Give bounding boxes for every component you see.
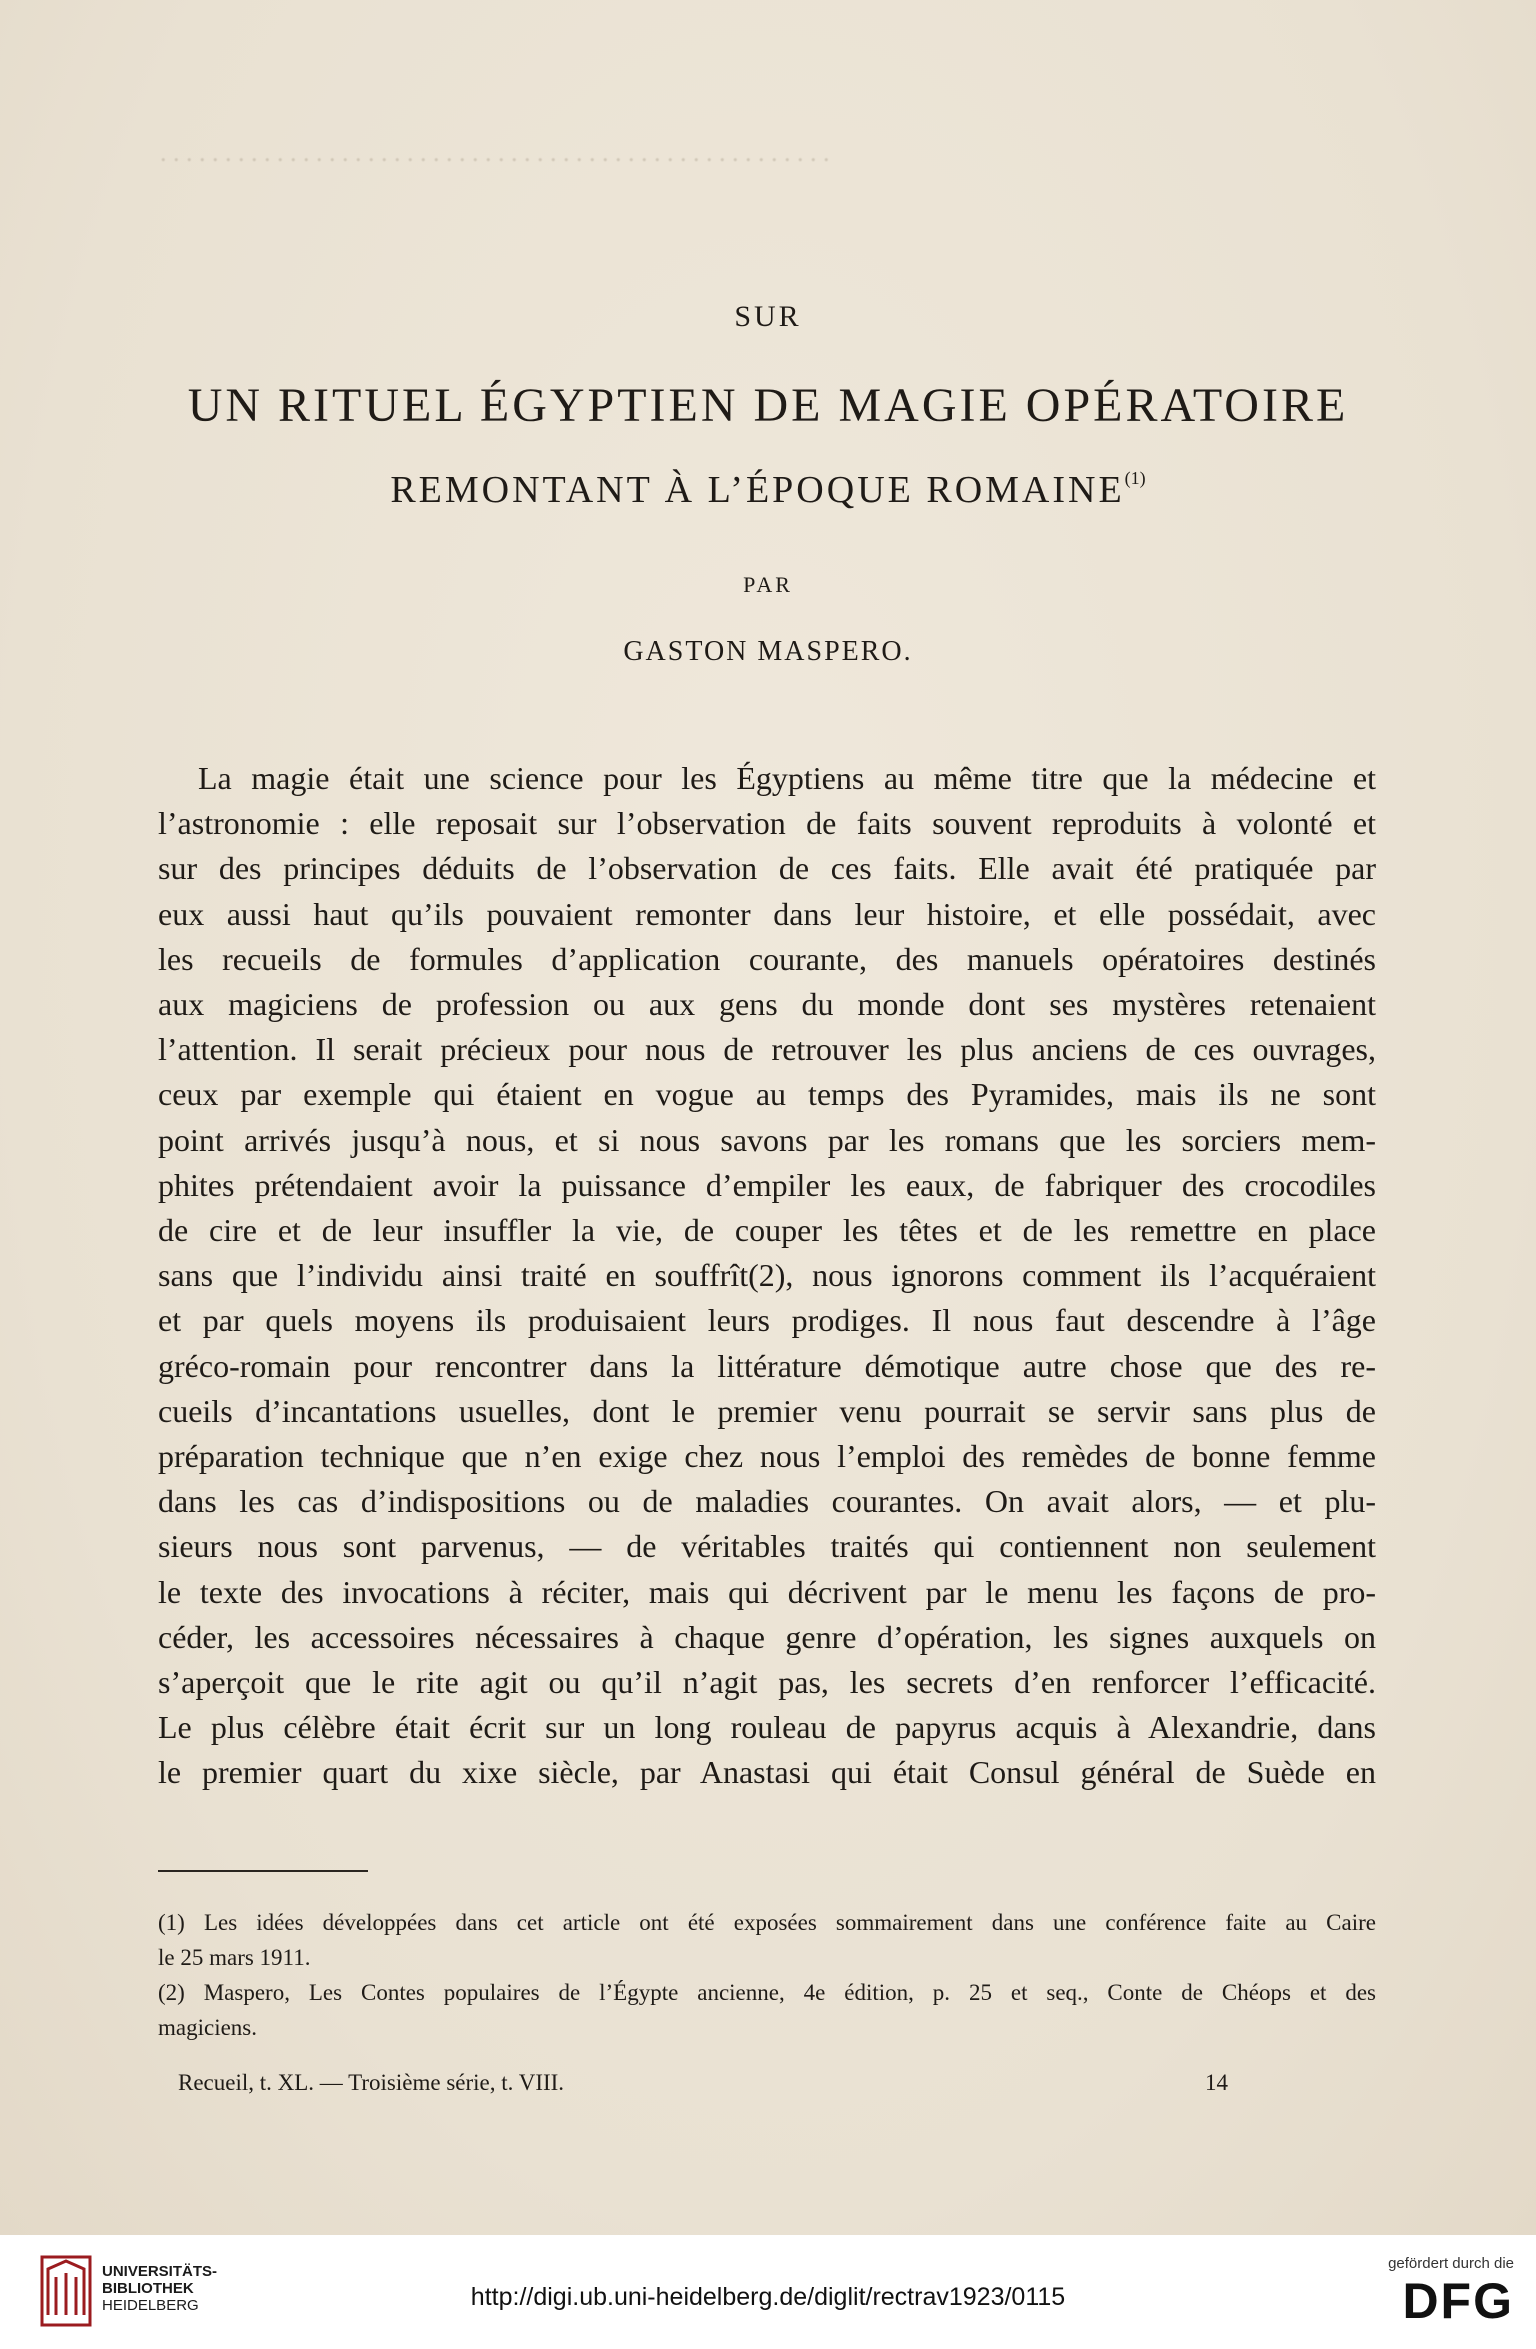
body-line: sur des principes déduits de l’observation de ces faits. Elle avait été pratiquée par <box>158 850 1376 887</box>
footnote-line: (2) Maspero, Les Contes populaires de l’Égypte ancienne, 4e édition, p. 25 et seq., Conte de Chéops et des <box>158 1980 1376 2005</box>
body-line: le texte des invocations à réciter, mais qui décrivent par le menu les façons de pro- <box>158 1573 1376 1610</box>
body-line: eux aussi haut qu’ils pouvaient remonter dans leur histoire, et elle possédait, avec <box>158 895 1376 932</box>
footnote-separator <box>158 1870 368 1872</box>
body-line: gréco-romain pour rencontrer dans la littérature démotique autre chose que des re- <box>158 1347 1376 1384</box>
body-line: point arrivés jusqu’à nous, et si nous savons par les romans que les sorciers mem- <box>158 1121 1376 1158</box>
library-name-line: HEIDELBERG <box>102 2297 199 2314</box>
article-body <box>158 756 1376 1796</box>
body-line: phites prétendaient avoir la puissance d’empiler les eaux, de fabriquer des crocodiles <box>158 1166 1376 1203</box>
body-line: de cire et de leur insuffler la vie, de couper les têtes et de les remettre en place <box>158 1212 1376 1249</box>
body-line: sans que l’individu ainsi traité en souffrît(2), nous ignorons comment ils l’acquéraient <box>158 1257 1376 1294</box>
body-line: s’aperçoit que le rite agit ou qu’il n’agit pas, les secrets d’en renforcer l’efficacité. <box>158 1664 1376 1701</box>
footnote-line: magiciens. <box>158 2015 257 2040</box>
library-name-line: BIBLIOTHEK <box>102 2280 194 2297</box>
body-line: préparation technique que n’en exige chez nous l’emploi des remèdes de bonne femme <box>158 1438 1376 1475</box>
body-line: Le plus célèbre était écrit sur un long rouleau de papyrus acquis à Alexandrie, dans <box>158 1709 1376 1746</box>
show-through-text: . . . . . . . . . . . . . . . . . . . . . . . . . . . . . . . . . . . . . . . . . . . . . . . . . . . . <box>160 138 830 167</box>
body-line: l’attention. Il serait précieux pour nous de retrouver les plus anciens de ces ouvrages, <box>158 1031 1376 1068</box>
body-line: dans les cas d’indispositions ou de maladies courantes. On avait alors, — et plu- <box>158 1483 1376 1520</box>
title-footnote-marker: (1) <box>1124 468 1146 488</box>
dfg-logo: DFG <box>1402 2273 1514 2329</box>
body-line: et par quels moyens ils produisaient leurs prodiges. Il nous faut descendre à l’âge <box>158 1302 1376 1339</box>
body-line: les recueils de formules d’application courante, des manuels opératoires destinés <box>158 940 1376 977</box>
article-title: UN RITUEL ÉGYPTIEN DE MAGIE OPÉRATOIRE <box>187 379 1349 432</box>
body-line: aux magiciens de profession ou aux gens du monde dont ses mystères retenaient <box>158 986 1376 1023</box>
footnote-line: le 25 mars 1911. <box>158 1945 311 1970</box>
article-subtitle: REMONTANT À L’ÉPOQUE ROMAINE$^{(1)}$ <box>390 468 1146 511</box>
journal-citation: Recueil, t. XL. — Troisième série, t. VIII. <box>178 2070 565 2095</box>
byline-par: PAR <box>743 572 793 597</box>
body-line: La magie était une science pour les Égyptiens au même titre que la médecine et <box>198 760 1376 796</box>
permalink-url[interactable]: http://digi.ub.uni-heidelberg.de/diglit/rectrav1923/0115 <box>470 2283 1066 2311</box>
body-line: sieurs nous sont parvenus, — de véritables traités qui contiennent non seulement <box>158 1528 1376 1565</box>
funded-by-label: gefördert durch die <box>1388 2255 1514 2272</box>
footnotes <box>158 1905 1376 2045</box>
heading-sur: SUR <box>734 300 802 333</box>
body-line: cueils d’incantations usuelles, dont le premier venu pourrait se servir sans plus de <box>158 1392 1376 1429</box>
footnote-line: (1) Les idées développées dans cet article ont été exposées sommairement dans une conférence faite au Caire <box>158 1910 1376 1935</box>
body-line: le premier quart du xixe siècle, par Anastasi qui était Consul général de Suède en <box>158 1754 1376 1791</box>
body-line: céder, les accessoires nécessaires à chaque genre d’opération, les signes auxquels on <box>158 1618 1376 1655</box>
body-line: l’astronomie : elle reposait sur l’observation de faits souvent reproduits à volonté et <box>158 805 1376 842</box>
body-line: ceux par exemple qui étaient en vogue au temps des Pyramides, mais ils ne sont <box>158 1076 1376 1113</box>
signature-mark: 14 <box>1205 2070 1228 2095</box>
author-name: GASTON MASPERO. <box>623 636 913 667</box>
library-name-line: UNIVERSITÄTS- <box>102 2263 218 2280</box>
